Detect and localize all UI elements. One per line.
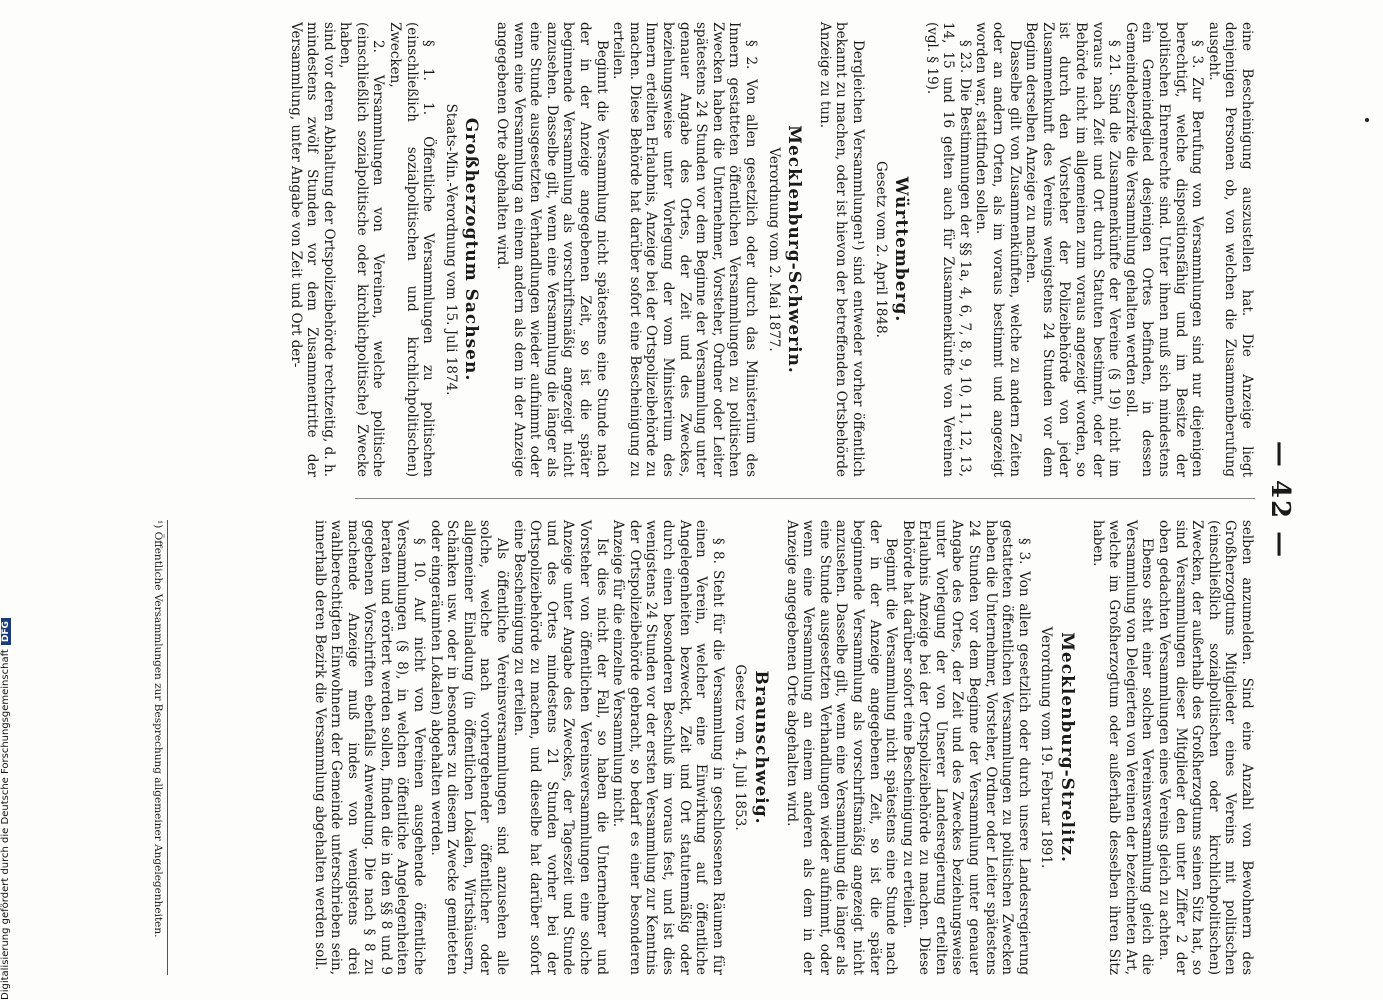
digitization-credit (0, 0, 20, 1000)
paragraph: § 2. Von allen gesetzlich oder durch das Ministerium des Innern gestatteten öffentlichen Versammlungen zu politischen Zwecken haben die Unternehmer, Vorsteher, Ordner oder Leiter spätestens 24 Stunden vor dem Beginne der Versammlung unter genauer Angabe des Ortes, der Zeit und des Zweckes, beziehungsweise unter Vorlegung der vom Ministerium des Innern erteilten Erlaubnis, Anzeige bei der Ortspolizeibehörde zu machen. Diese Behörde hat darüber sofort eine Bescheinigung zu erteilen. (610, 22, 759, 477)
right-column (311, 520, 1255, 975)
paragraph: § 3. Zur Berufung von Versammlungen sind nur diejenigen berechtigt, welche dispositionsfähig und im Besitze der politischen Ehrenrechte sind. Unter ihnen muß sich mindestens ein Gemeindeglied desjenigen Ortes befinden, in dessen Gemeindebezirke die Versammlung gehalten werden soll. (1122, 22, 1206, 477)
column-divider (355, 498, 1255, 499)
left-column (287, 22, 1255, 477)
section-heading-braunschweig: Braunschweig. (750, 670, 771, 825)
paragraph: § 8. Steht für die Versammlung in geschlossenen Räumen für einen Verein, welcher eine Einwirkung auf öffentliche Angelegenheiten bezweckt, Zeit und Ort statutenmäßig oder durch einen besonderen Beschluß im voraus fest, und ist dies wenigstens 24 Stunden vor der ersten Versammlung zur Kenntnis der Ortspolizeibehörde gebracht, so bedarf es einer besonderen Anzeige für die einzelne Versammlung nicht. (610, 520, 726, 975)
paragraph: eine Bescheinigung auszustellen hat. Die Anzeige liegt denjenigen Personen ob, von welchen die Zusammenberufung ausgeht. (1205, 22, 1255, 477)
section-heading-sachsen: Großherzogtum Sachsen. (461, 117, 482, 382)
paragraph: § 3. Von allen gesetzlich oder durch unsere Landesregierung gestatteten öffentlichen Versammlungen zu politischen Zwecken haben die Unternehmer, Vorsteher, Ordner oder Leiter spätestens 24 Stunden vor dem Beginne der Versammlung unter genauer Angabe des Ortes, der Zeit und des Zweckes beziehungsweise unter Vorlegung der von Unserer Landesregierung erteilten Erlaubnis Anzeige bei der Ortspolizeibehörde zu machen. Diese Behörde hat darüber sofort eine Bescheinigung zu erteilen. (899, 520, 1032, 975)
section-subtitle: Staats-Min.-Verordnung vom 15. Juli 1874. (442, 103, 459, 396)
section-heading-mecklenburg-strelitz: Mecklenburg-Strelitz. (1057, 632, 1078, 863)
section-heading-mecklenburg-schwerin: Mecklenburg-Schwerin. (784, 125, 805, 374)
paragraph: Beginnt die Versammlung nicht spätestens eine Stunde nach der in der Anzeige angegebenen Zeit, so ist die später beginnende Versammlung als vorschriftsmäßig angezeigt nicht anzusehen. Dasselbe gilt, wenn eine Versammlung die länger als eine Stunde ausgesetzten Verhandlungen wieder aufnimmt, oder wenn eine Versammlung an einem anderen als dem in der Anzeige angegebenen Orte abgehalten wird. (783, 520, 900, 975)
footnote: ¹) Öffentliche Versammlungen zur Besprechung allgemeiner Angelegenheiten. (151, 520, 168, 975)
paragraph: § 23. Die Bestimmungen der §§ 1a, 4, 6, 7, 8, 9, 10, 11, 12, 13, 14, 15 und 16 gelten auch für Zusammenkünfte von Vereinen (vgl. § 19). (923, 22, 973, 477)
paragraph: Dasselbe gilt von Zusammenkünften, welche zu andern Zeiten oder an andern Orten, als im voraus bestimmt und angezeigt worden war, stattfinden sollen. (973, 22, 1023, 477)
section-subtitle: Gesetz vom 2. April 1848. (872, 161, 889, 338)
section-subtitle: Verordnung vom 2. Mai 1877. (765, 147, 782, 352)
section-subtitle: Verordnung vom 19. Februar 1891. (1038, 626, 1055, 869)
paragraph: Ist dies nicht der Fall, so haben die Unternehmer und Vorsteher von öffentlichen Vereinsversammlungen eine solche Anzeige unter Angabe des Zweckes, der Tageszeit und Stunde und des Ortes mindestens 21 Stunden vorher bei der Ortspolizeibehörde zu machen, und dieselbe hat darüber sofort eine Bescheinigung zu erteilen. (510, 520, 610, 975)
page-number-value: 42 (1265, 479, 1295, 521)
paragraph: selben anzumelden. Sind eine Anzahl von Bewohnern des Großherzogtums Mitglieder eines Vereins mit politischen (einschließlich sozialpolitischen oder kirchlichpolitischen) Zwecken, der außerhalb des Großherzogtums seinen Sitz hat, so sind Versammlungen dieser Mitglieder den unter Ziffer 2 der oben gedachten Versammlungen eines Vereins gleich zu achten. (1156, 520, 1255, 975)
section-subtitle: Gesetz vom 4. Juli 1853. (732, 664, 749, 831)
dfg-logo-icon: DFG (1, 618, 11, 645)
scan-speck (1365, 118, 1369, 122)
rotated-page-content (113, 0, 1323, 1000)
credit-text: Digitalisierung gefördert durch die Deutsche Forschungsgemeinschaft (0, 649, 11, 1000)
paragraph: Beginnt die Versammlung nicht spätestens eine Stunde nach der in der Anzeige angegebenen Zeit, so ist die später beginnende Versammlung als vorschriftsmäßig angezeigt nicht anzusehen. Dasselbe gilt, wenn eine Versammlung die länger als eine Stunde ausgesetzten Verhandlungen wieder aufnimmt oder wenn eine Versammlung an einem andern als dem in der Anzeige angegebenen Orte abgehalten wird. (494, 22, 610, 477)
paragraph: Dergleichen Versammlungen¹) sind entweder vorher öffentlich bekannt zu machen, oder ist hievon der betreffenden Ortsbehörde Anzeige zu tun. (816, 22, 866, 477)
paragraph: § 10. Auf nicht von Vereinen ausgehende öffentliche Versammlungen (§ 8), in welchen öffentliche Angelegenheiten beraten und erörtert werden sollen, finden die in den §§ 8 und 9 gegebenen Vorschriften ebenfalls Anwendung. Die nach § 8 zu machende Anzeige muß indes von wenigstens drei wahlberechtigten Einwohnern der Gemeinde unterschrieben sein, innerhalb deren Bezirk die Versammlung abgehalten werden soll. (311, 520, 428, 975)
paragraph: § 21. Sind die Zusammenkünfte der Vereine (§ 19) nicht im voraus nach Zeit und Ort durch Statuten bestimmt, oder der Behörde nicht im allgemeinen zum voraus angezeigt worden, so ist durch den Vorsteher der Polizeibehörde von jeder Zusammenkunft des Vereins wenigstens 24 Stunden vor dem Beginn derselben Anzeige zu machen. (1023, 22, 1123, 477)
paragraph: 2. Versammlungen von Vereinen, welche politische (einschließlich sozialpolitische oder kirchlichpolitische) Zwecke haben, (337, 22, 387, 477)
paragraph: § 1. 1. Öffentliche Versammlungen zu politischen (einschließlich sozialpolitischen und kirchlichpolitischen) Zwecken, (387, 22, 437, 477)
paragraph: sind vor deren Abhaltung der Ortspolizeibehörde rechtzeitig, d. h. mindestens zwölf Stunden vor dem Zusammentritte der Versammlung, unter Angabe von Zeit und Ort der- (287, 22, 337, 477)
paragraph: Ebenso steht einer solchen Vereinsversammlung gleich die Versammlung von Delegierten von Vereinen der bezeichneten Art, welche im Großherzogtum oder außerhalb desselben ihren Sitz haben. (1089, 520, 1156, 975)
paragraph: Als öffentliche Vereinsversammlungen sind anzusehen alle solche, welche nach vorhergehender öffentlicher oder allgemeiner Einladung (in öffentlichen Lokalen, Wirtshäusern, Schänken usw. oder in besonders zu diesem Zwecke gemieteten oder eingeräumten Lokalen) abgehalten werden. (427, 520, 511, 975)
page-number: — 42 — (1265, 440, 1295, 560)
section-heading-wuerttemberg: Württemberg. (891, 176, 912, 323)
